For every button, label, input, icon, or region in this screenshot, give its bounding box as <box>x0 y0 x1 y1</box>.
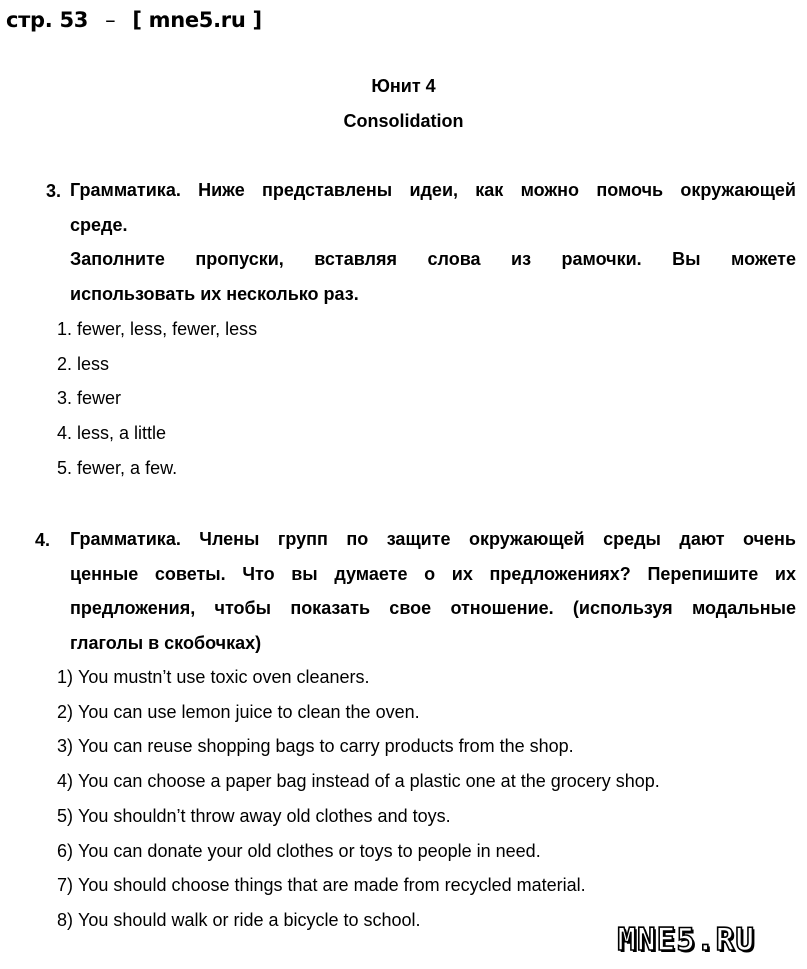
exercise-4-number: 4. <box>35 530 51 550</box>
list-item: 1. fewer, less, fewer, less <box>57 319 258 339</box>
header-dash: – <box>105 8 116 32</box>
exercise-4-instructions <box>70 522 796 660</box>
list-item: 7) You should choose things that are made from recycled material. <box>57 875 586 896</box>
page-number: стр. 53 <box>6 8 89 32</box>
unit-title: Юнит 4 <box>371 76 436 96</box>
exercise-3-answers <box>57 312 257 486</box>
list-item: 5. fewer, a few. <box>57 457 178 478</box>
exercise-4-line-2: ценные советы. Что вы думаете о их предложениях? Перепишите их <box>70 563 796 584</box>
exercise-4-line-1: Грамматика. Члены групп по защите окружающей среды дают очень <box>70 529 796 549</box>
exercise-3-line-1: Грамматика. Ниже представлены идеи, как можно помочь окружающей <box>70 180 796 200</box>
list-item: 4) You can choose a paper bag instead of a plastic one at the grocery shop. <box>57 771 660 792</box>
list-item: 3. fewer <box>57 388 122 409</box>
site-watermark: MNE5.RU <box>617 922 755 958</box>
exercise-3-line-2: среде. <box>70 214 128 235</box>
list-item: 3) You can reuse shopping bags to carry products from the shop. <box>57 736 574 757</box>
list-item: 8) You should walk or ride a bicycle to school. <box>57 909 421 930</box>
exercise-3-line-3: Заполните пропуски, вставляя слова из рамочки. Вы можете <box>70 249 796 269</box>
exercise-3-instructions <box>70 173 796 311</box>
list-item: 6) You can donate your old clothes or toys to people in need. <box>57 840 541 861</box>
list-item: 2. less <box>57 353 110 374</box>
list-item: 2) You can use lemon juice to clean the oven. <box>57 701 420 722</box>
list-item: 5) You shouldn’t throw away old clothes and toys. <box>57 805 451 826</box>
exercise-3-line-4: использовать их несколько раз. <box>70 283 359 304</box>
page-header <box>6 8 262 32</box>
section-title: Consolidation <box>343 111 464 131</box>
exercise-4-line-4: глаголы в скобочках) <box>70 632 262 653</box>
exercise-4-answers <box>57 660 660 938</box>
exercise-3-number: 3. <box>46 181 62 201</box>
exercise-4-line-3: предложения, чтобы показать свое отношение. (используя модальные <box>70 598 796 618</box>
site-link[interactable]: [ mne5.ru ] <box>132 8 262 32</box>
list-item: 1) You mustn’t use toxic oven cleaners. <box>57 667 370 687</box>
list-item: 4. less, a little <box>57 423 167 444</box>
